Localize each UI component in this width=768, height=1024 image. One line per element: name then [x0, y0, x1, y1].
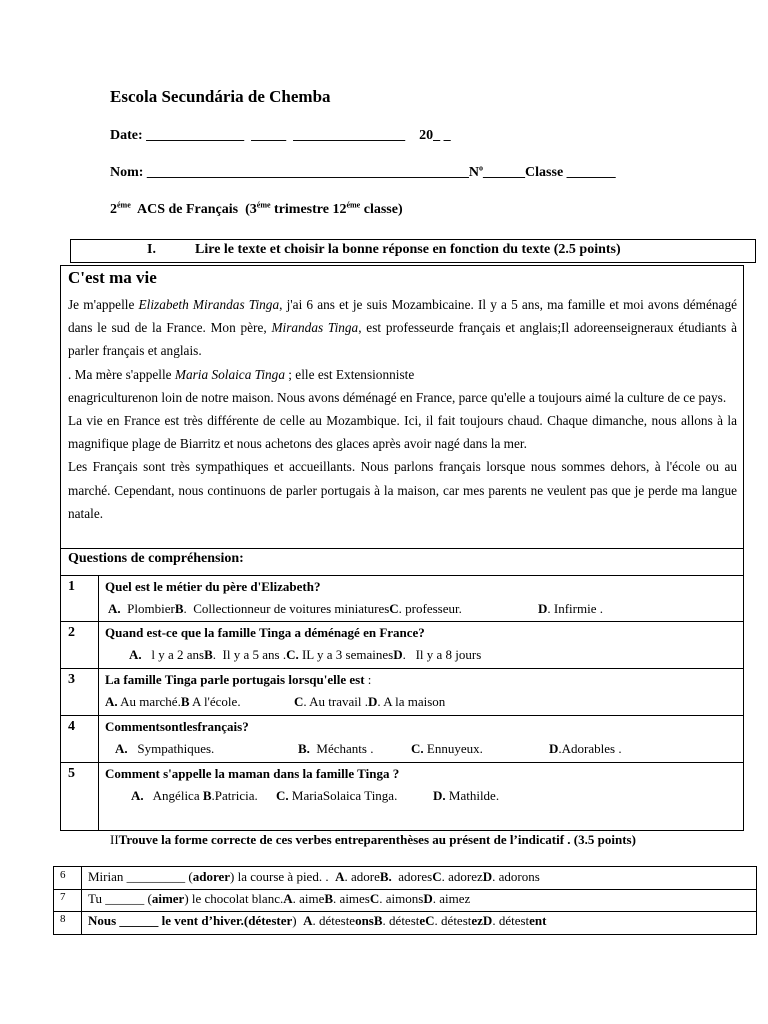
question-option-d [538, 601, 603, 617]
section-2-title: Trouve la forme correcte de ces verbes entreparenthèses au présent de l’indicatif . (3.5 points) [118, 832, 636, 847]
option-text: . adorons [492, 869, 540, 884]
option-letter: C. [286, 647, 299, 662]
sentence-end: ) le chocolat blanc. [184, 891, 284, 906]
p2-b: ; elle est Extensionniste [284, 366, 415, 382]
class-line-text: ______Classe _______ [483, 165, 616, 180]
question-text-main: La famille Tinga parle portugais lorsqu'elle est [105, 672, 365, 687]
acs-sup-1: éme [117, 200, 131, 210]
option-letter: A. [108, 601, 121, 616]
acs-end: classe) [360, 202, 403, 217]
question-option-c [411, 741, 483, 757]
option-text: . adorez [441, 869, 483, 884]
option-letter: C [294, 694, 304, 709]
question-number: 5 [68, 766, 75, 781]
option-letter: C [389, 601, 399, 616]
section-1-heading [70, 239, 756, 263]
question-options [129, 647, 481, 663]
option-text: Au marché. [117, 694, 181, 709]
option-letter: C [369, 891, 380, 906]
option-text: Plombier [120, 601, 175, 616]
option-letter: B [373, 913, 383, 928]
test-title [110, 202, 403, 218]
option-letter: B. [298, 741, 310, 756]
paragraph-4: La vie en France est très différente de celle au Mozambique. Ici, il fait toujours chaud. Chaque dimanche, nous allons à la magnifique plage de Biarritz et nous achetons des glaces après avoir nagé dans la mer. [68, 413, 737, 452]
option-letter: D [368, 694, 378, 709]
p1-b: , j'ai 6 ans et je suis Mozambicaine. Il y a 5 ans, ma famille et moi avons déménagé dans le sud de la France. Mon père, [68, 297, 737, 336]
option-text: . aimez [432, 891, 471, 906]
question-options-cd [294, 694, 445, 710]
option-letter: B. [379, 869, 392, 884]
option-text: . aimons [379, 891, 424, 906]
option-text: . détest [492, 913, 530, 928]
option-letter: C [432, 869, 442, 884]
acs-sup-2: éme [256, 200, 271, 210]
question-text: Quel est le métier du père d'Elizabeth? [105, 579, 321, 594]
question-row [61, 575, 743, 622]
verb-row [54, 867, 756, 889]
section-2-number: II [110, 832, 119, 847]
question-row [61, 715, 743, 763]
option-letter: D [482, 869, 493, 884]
school-name: Escola Secundária de Chemba [110, 87, 331, 106]
question-number: 1 [68, 579, 75, 594]
option-text: . détest [382, 913, 420, 928]
option-text: . aimes [333, 891, 370, 906]
verb-number: 7 [60, 891, 66, 903]
question-row [61, 668, 743, 716]
option-letter: A. [105, 694, 118, 709]
p2-mother: Maria Solaica Tinga [174, 366, 285, 382]
questions-heading: Questions de compréhension: [68, 551, 244, 566]
questions-heading-row [61, 548, 743, 576]
option-text: . Infirmie . [547, 601, 603, 616]
option-letter: A. [131, 788, 144, 803]
question-text: Quand est-ce que la famille Tinga a déménagé en France? [105, 625, 425, 640]
date-line: Date: ______________ _____ ________________ 20_ _ [110, 128, 451, 143]
option-text: . aime [292, 891, 325, 906]
option-letter: A [335, 869, 345, 884]
question-number: 3 [68, 672, 75, 687]
option-text: Mathilde. [445, 788, 500, 803]
question-option-c [276, 788, 397, 804]
option-letter: A [283, 891, 293, 906]
section-1-number: I. [147, 242, 156, 257]
question-number: 4 [68, 719, 75, 734]
verb-sentence [88, 869, 540, 885]
option-text: IL y a 3 semaines [298, 647, 394, 662]
verb-row [54, 889, 756, 911]
option-letter: D [423, 891, 433, 906]
option-text: . adore [344, 869, 380, 884]
question-row [61, 621, 743, 669]
question-options [131, 788, 258, 804]
name-line [110, 165, 616, 181]
p1-father: Mirandas Tinga [271, 320, 359, 336]
option-text: . Au travail . [303, 694, 369, 709]
option-letter: C [425, 913, 435, 928]
option-text: . Il y a 5 ans . [212, 647, 287, 662]
acs-mid: ACS de Français (3 [130, 202, 257, 217]
option-text: .Adorables . [558, 741, 622, 756]
option-text: adores [391, 869, 433, 884]
sentence-start: Tu ______ ( [88, 891, 152, 906]
paragraph-2 [68, 363, 737, 386]
p1-c: , est professeurde français et anglais;Il adoreenseigneraux étudiants à parler français et anglais. [68, 320, 738, 359]
verb-infinitive: détester [248, 913, 293, 928]
question-text-tail: : [364, 672, 372, 687]
p1-name: Elizabeth Mirandas Tinga [138, 297, 280, 312]
option-letter: D [538, 601, 548, 616]
option-text: MariaSolaica Tinga. [288, 788, 398, 803]
verb-number: 6 [60, 869, 66, 881]
option-letter: A. [129, 647, 142, 662]
option-letter: D [393, 647, 403, 662]
question-option-d [549, 741, 622, 757]
sentence-start: Nous ______ le vent d’hiver.( [88, 913, 249, 928]
option-letter: B [204, 647, 213, 662]
option-text: Ennuyeux. [423, 741, 483, 756]
name-line-text: Nom: ______________________________________________N [110, 165, 480, 180]
option-text: . Il y a 8 jours [402, 647, 482, 662]
paragraph-1 [68, 293, 737, 363]
option-text: . A la maison [377, 694, 446, 709]
text-title: C'est ma vie [68, 268, 157, 287]
verb-sentence [88, 913, 546, 929]
acs-sup-3: éme [346, 200, 361, 210]
question-text [105, 672, 371, 688]
question-option-a [115, 741, 214, 757]
option-text: . Collectionneur de voitures miniatures [183, 601, 390, 616]
sentence-end: ) [292, 913, 304, 928]
option-text: . détest [434, 913, 472, 928]
option-text: l y a 2 ans [141, 647, 205, 662]
question-text: Comment s'appelle la maman dans la famille Tinga ? [105, 766, 400, 781]
option-text: A l'école. [189, 694, 241, 709]
option-text: Sympathiques. [127, 741, 215, 756]
option-ending: ons [355, 913, 374, 928]
reading-text [68, 293, 737, 525]
verb-number: 8 [60, 913, 66, 925]
verb-infinitive: aimer [151, 891, 185, 906]
verb-infinitive: adorer [192, 869, 231, 884]
option-letter: B [324, 891, 334, 906]
p1-a: Je m'appelle [68, 297, 139, 312]
sentence-start: Mirian _________ ( [88, 869, 193, 884]
question-number: 2 [68, 625, 75, 640]
option-text: Angélica [143, 788, 203, 803]
verb-sentence [88, 891, 470, 907]
reading-box [60, 265, 744, 831]
option-text: . déteste [312, 913, 356, 928]
option-letter: D [549, 741, 559, 756]
option-letter: D. [433, 788, 446, 803]
number-sign: o [479, 163, 484, 173]
question-options [108, 601, 462, 617]
section-1-title: Lire le texte et choisir la bonne réponse en fonction du texte (2.5 points) [195, 242, 621, 257]
question-options [105, 694, 241, 710]
option-text: . professeur. [398, 601, 462, 616]
sentence-end: ) la course à pied. . [230, 869, 336, 884]
option-letter: C. [411, 741, 424, 756]
option-ending: ent [529, 913, 547, 928]
p2-a: . Ma mère s'appelle [68, 366, 175, 382]
option-letter: D [482, 913, 493, 928]
section-2-heading [110, 832, 636, 848]
option-ending: e [419, 913, 426, 928]
option-letter: B [180, 694, 190, 709]
option-text: .Patricia. [211, 788, 258, 803]
option-letter: B [202, 788, 212, 803]
acs-number: 2 [110, 202, 117, 217]
option-letter: C. [276, 788, 289, 803]
verb-table [53, 866, 757, 935]
option-text: Méchants . [309, 741, 374, 756]
question-option-d [433, 788, 499, 804]
paragraph-5: Les Français sont très sympathiques et accueillants. Nous parlons français lorsque nous sommes dehors, à l'école ou au marché. Cependant, nous continuons de parler portugais à la maison, car mes parents ne veulent pas que je perde ma langue natale. [68, 459, 737, 521]
verb-row [54, 911, 756, 933]
option-letter: B [174, 601, 184, 616]
question-option-b [298, 741, 373, 757]
option-letter: A [303, 913, 313, 928]
question-row [61, 762, 743, 831]
paragraph-3: enagriculturenon loin de notre maison. Nous avons déménagé en France, parce qu'elle a toujours aimé la culture de ce pays. [68, 389, 727, 405]
option-letter: A. [115, 741, 128, 756]
acs-mid-2: trimestre 12 [270, 202, 347, 217]
question-text: Commentsontlesfrançais? [105, 719, 249, 734]
option-ending: ez [471, 913, 483, 928]
